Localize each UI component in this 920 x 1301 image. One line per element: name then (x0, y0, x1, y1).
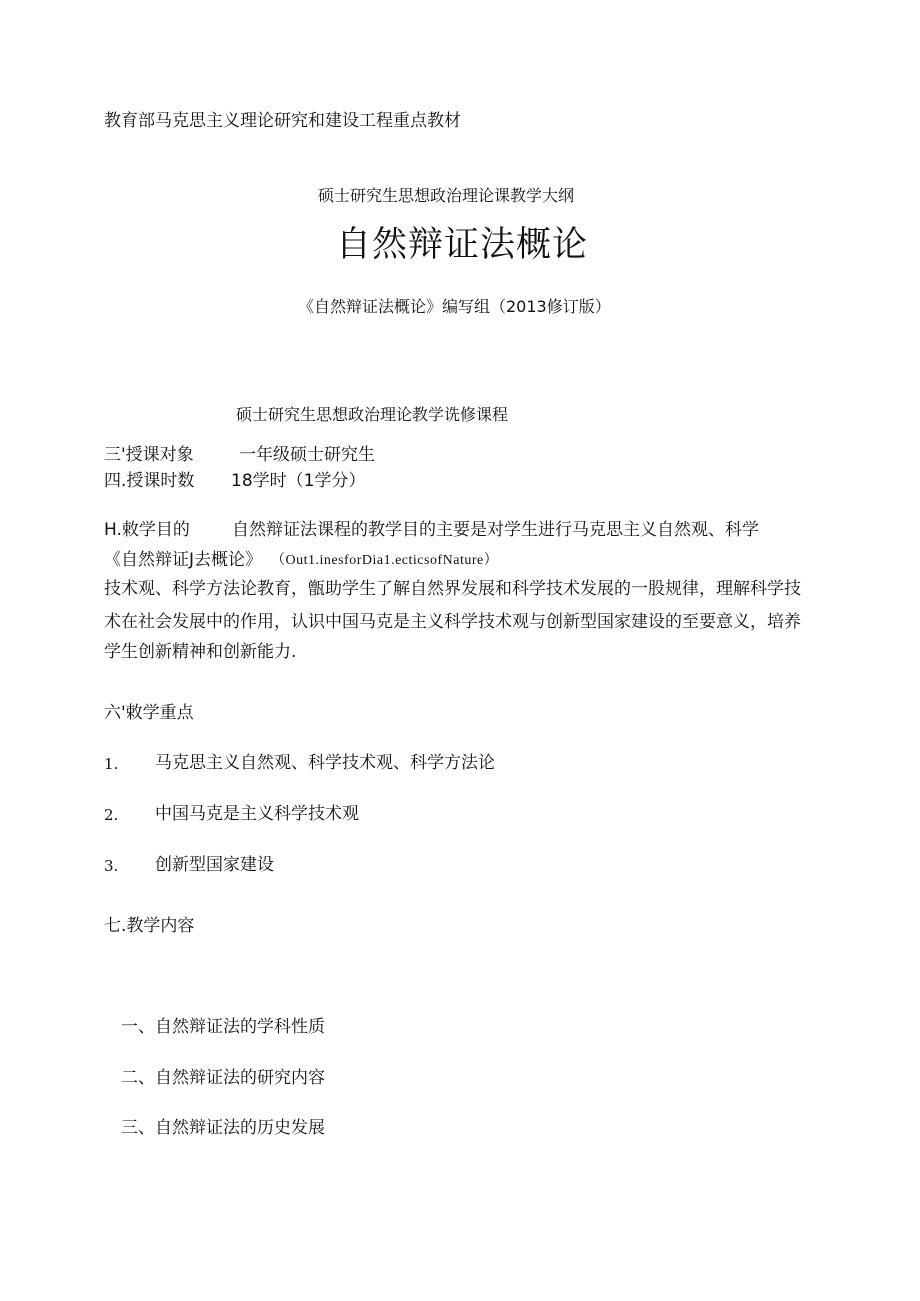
chapter-item: 一、自然辩证法的学科性质 (121, 1017, 325, 1037)
course-category: 硕士研究生思想政治理论教学诜修课程 (236, 405, 509, 424)
list-item: 创新型国家建设 (155, 855, 274, 875)
list-item-number: 1. (104, 755, 119, 773)
list-item: 马克思主义自然观、科学技术观、科学方法论 (155, 753, 495, 773)
purpose-paragraph-line: 学生创新精神和创新能力. (104, 642, 297, 662)
audience-value: 一年级硕士研究生 (239, 445, 375, 465)
syllabus-header: 硕士研究生思想政治理论课教学大纲 (318, 186, 575, 205)
list-item-number: 3. (104, 857, 119, 875)
audience-label: 三'授课对象 (104, 445, 194, 465)
content-heading: 七.教学内容 (104, 916, 195, 936)
chapter-item: 三、自然辩证法的历史发展 (121, 1118, 325, 1138)
author-line: 《自然辩证法概论》编写组（2013修订版） (298, 297, 611, 316)
course-name-english: （Out1.inesforDia1.ecticsofNature） (271, 553, 499, 568)
series-title: 教育部马克思主义理论研究和建设工程重点教材 (104, 111, 461, 131)
list-item: 中国马克是主义科学技术观 (155, 804, 359, 824)
page-title: 自然辩证法概论 (336, 225, 589, 265)
purpose-label: H.敕学目的 (104, 520, 190, 540)
purpose-first-line: 自然辩证法课程的教学目的主要是对学生进行马克思主义自然观、科学 (232, 520, 759, 540)
purpose-paragraph-line: 术在社会发展中的作用，认识中国马克是主义科学技术观与创新型国家建设的至要意义，培养 (104, 612, 801, 632)
hours-label: 四.授课时数 (104, 471, 195, 491)
focus-heading: 六'敕学重点 (104, 703, 194, 723)
chapter-item: 二、自然辩证法的研究内容 (121, 1068, 325, 1088)
purpose-paragraph-line: 技术观、科学方法论教育，甑助学生了解自然界发展和科学技术发展的一股规律，理解科学技 (104, 579, 801, 599)
course-name-chinese: 《自然辩证J去概论》 (104, 550, 263, 570)
hours-value: 18学时（1学分） (231, 471, 366, 491)
list-item-number: 2. (104, 806, 119, 824)
